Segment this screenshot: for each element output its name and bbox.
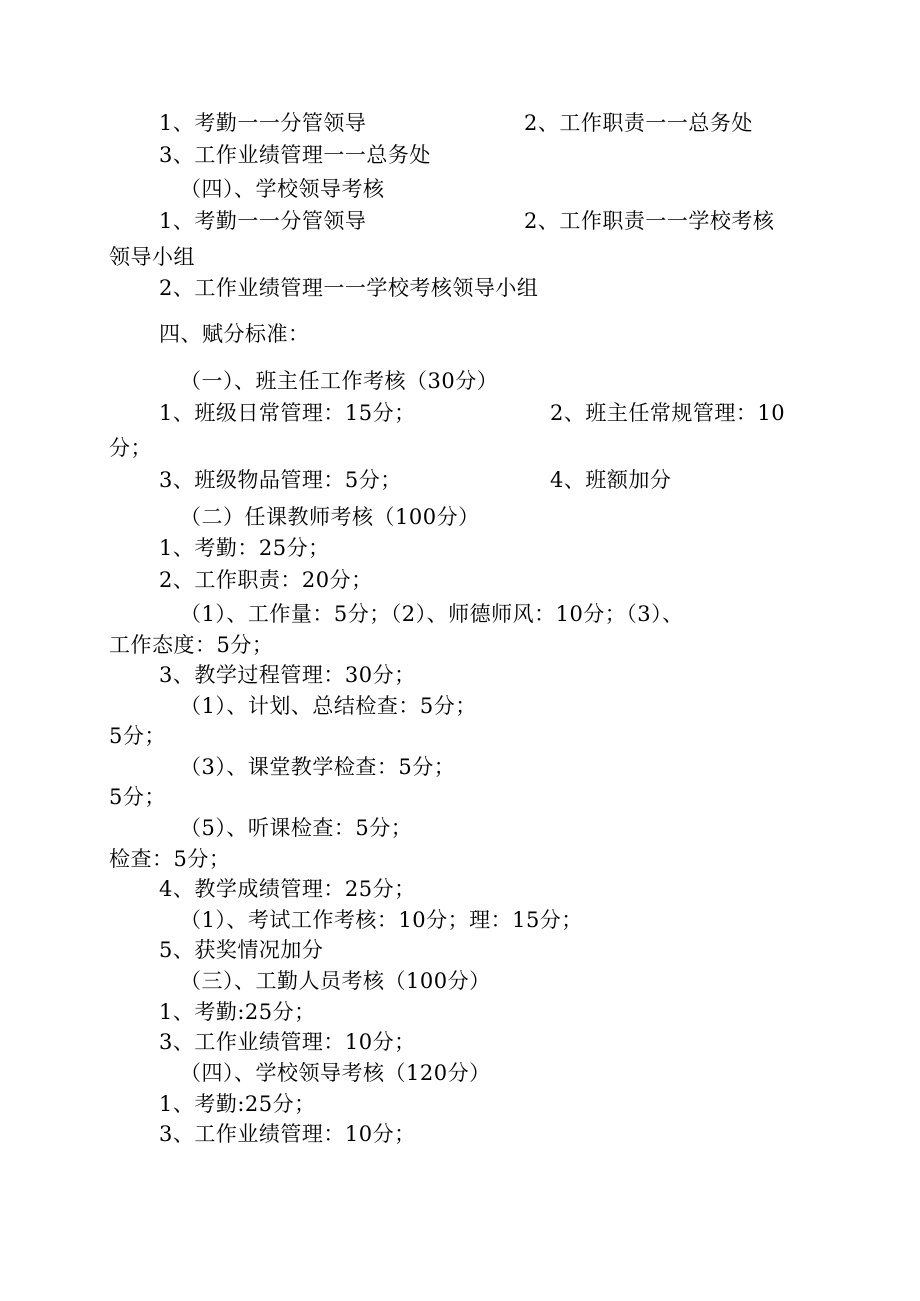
text-line: 检查：5分； [109,847,231,871]
section-heading: （四）、学校领导考核（120分） [180,1061,491,1085]
text-line: 4、教学成绩管理：25分； [159,877,416,901]
text-line: 2、工作职责一一学校考核 [524,209,775,233]
text-line: 领导小组 [109,245,195,269]
text-line: 1、考勤一一分管领导 [159,209,367,233]
text-line: 3、班级物品管理：5分； [159,468,402,492]
text-line: 3、工作业绩管理一一总务处 [159,143,431,167]
text-line: 1、考勤：25分； [159,536,330,560]
text-line: 1、考勤一一分管领导 [159,111,367,135]
text-line: 2、工作职责：20分； [159,568,373,592]
text-line: 1、考勤:25分； [159,1092,316,1116]
text-line: 1、考勤:25分； [159,1000,316,1024]
text-line: 2、工作职责一一总务处 [524,111,753,135]
text-line: 3、工作业绩管理：10分； [159,1122,416,1146]
text-line: （1）、工作量：5分；（2）、师德师风：10分；（3）、 [180,602,684,626]
text-line: 5分； [109,724,166,748]
text-line: （1）、计划、总结检查：5分； [180,694,477,718]
section-heading: （三）、工勤人员考核（100分） [180,969,491,993]
text-line: 4、班额加分 [550,468,672,492]
text-line: 3、教学过程管理：30分； [159,663,416,687]
section-heading: （一）、班主任工作考核（30分） [180,369,499,393]
text-line: 工作态度：5分； [109,633,274,657]
text-line: 2、班主任常规管理：10 [550,401,786,425]
text-line: 3、工作业绩管理：10分； [159,1030,416,1054]
text-line: （3）、课堂教学检查：5分； [180,755,456,779]
text-line: （5）、听课检查：5分； [180,816,413,840]
text-line: 2、工作业绩管理一一学校考核领导小组 [159,276,539,300]
text-line: 1、班级日常管理：15分； [159,401,416,425]
section-heading: （二）任课教师考核（100分） [180,505,480,529]
text-line: 5、获奖情况加分 [159,938,324,962]
section-heading: 四、赋分标准： [159,322,310,346]
text-line: 分； [109,436,152,460]
text-line: 5分； [109,785,166,809]
section-heading: （四）、学校领导考核 [180,177,385,201]
text-line: （1）、考试工作考核：10分；理：15分； [180,908,583,932]
